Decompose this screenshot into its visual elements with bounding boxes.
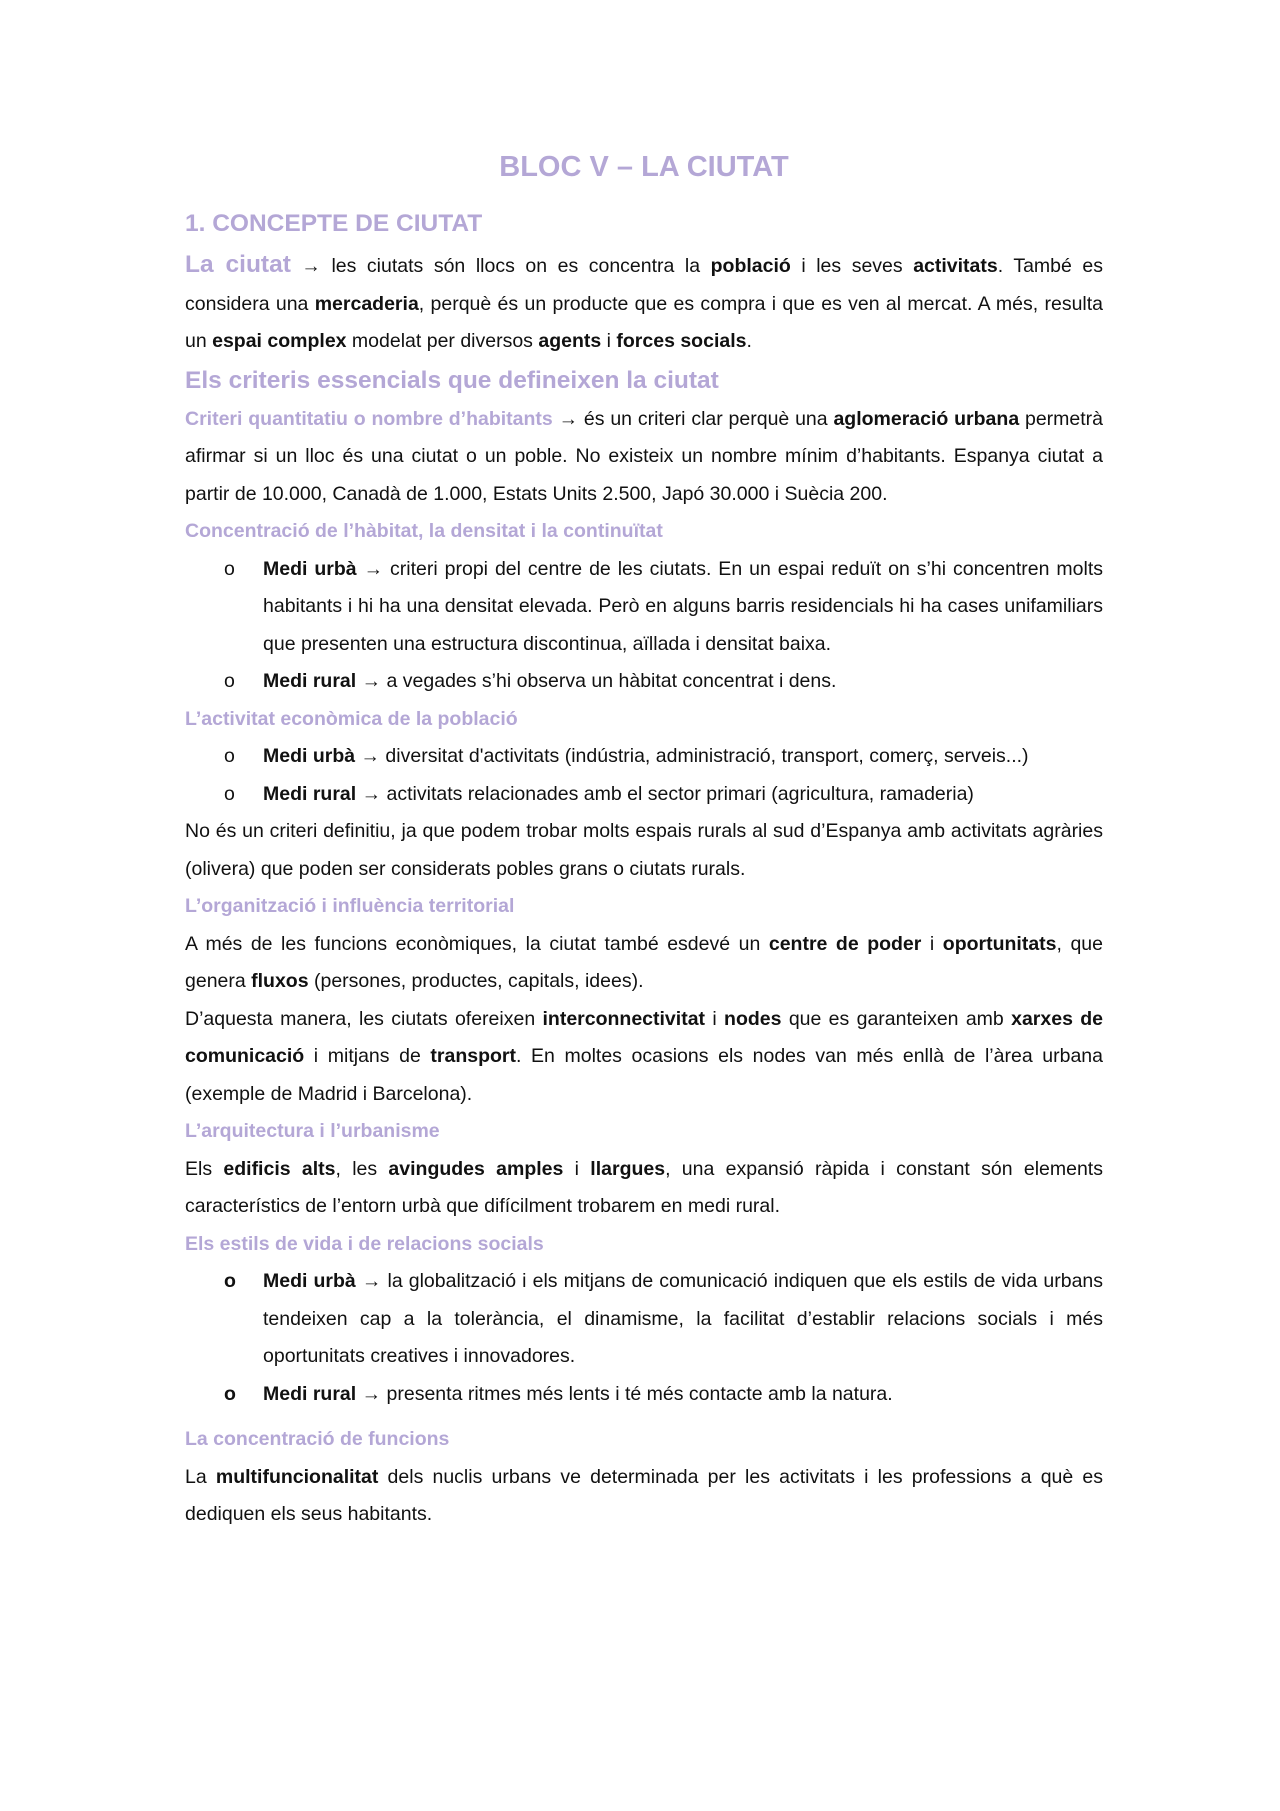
subheading-funcions: La concentració de funcions: [185, 1428, 450, 1450]
section-heading-concepte: 1. CONCEPTE DE CIUTAT: [185, 210, 483, 237]
subheading-activitat: L’activitat econòmica de la població: [185, 707, 518, 730]
paragraph-organitzacio-2: D’aquesta manera, les ciutats ofereixen interconnectivitat i nodes que es garanteixen amb xarxes de comunicació i mitjans de transport. En moltes ocasions els nodes van més enllà de l’àrea urbana (exemple de Madrid i Barcelona).: [185, 1007, 1104, 1105]
bullet-icon: o: [224, 1382, 236, 1405]
paragraph-criteri-quantitatiu: Criteri quantitatiu o nombre d’habitants → és un criteri clar perquè una aglomeració urbana permetrà afirmar si un lloc és una ciutat o un poble. No existeix un nombre mínim d’habitants. Espanya ciutat a partir de 10.000, Canadà de 1.000, Estats Units 2.500, Japó 30.000 i Suècia 200.: [185, 407, 1104, 505]
list-item: o Medi rural → presenta ritmes més lents i té més contacte amb la natura.: [185, 1376, 1103, 1414]
paragraph-organitzacio-1: A més de les funcions econòmiques, la ciutat també esdevé un centre de poder i oportunitats, que genera fluxos (persones, productes, capitals, idees).: [185, 932, 1104, 992]
bullet-icon: o: [224, 1270, 236, 1292]
arrow-icon: →: [361, 782, 382, 805]
list-item: o Medi urbà → diversitat d'activitats (indústria, administració, transport, comerç, serveis...): [185, 738, 1103, 776]
list-item: o Medi urbà → criteri propi del centre de les ciutats. En un espai reduït on s’hi concentren molts habitants i hi ha una densitat elevada. Però en alguns barris residencials hi ha cases unifamiliars que presenten una estructura discontinua, aïllada i densitat baixa.: [185, 551, 1103, 664]
list-activitat: [185, 738, 1103, 813]
bullet-icon: o: [224, 557, 235, 580]
subheading-organitzacio: L’organització i influència territorial: [185, 895, 515, 917]
bullet-icon: o: [224, 782, 235, 805]
page-title: BLOC V – LA CIUTAT: [499, 151, 789, 183]
arrow-icon: →: [361, 1270, 382, 1292]
paragraph-arquitectura: Els edificis alts, les avingudes amples i llargues, una expansió ràpida i constant són elements característics de l’entorn urbà que difícilment trobarem en medi rural.: [185, 1157, 1103, 1217]
bullet-icon: o: [224, 745, 235, 767]
arrow-icon: →: [301, 255, 321, 277]
list-item: o Medi rural → activitats relacionades amb el sector primari (agricultura, ramaderia): [185, 776, 1103, 814]
subheading-concentracio: Concentració de l’hàbitat, la densitat i la continuïtat: [185, 520, 663, 542]
arrow-icon: →: [363, 557, 384, 580]
subheading-arquitectura: L’arquitectura i l’urbanisme: [185, 1120, 440, 1142]
list-item: o Medi urbà → la globalització i els mitjans de comunicació indiquen que els estils de vida urbans tendeixen cap a la tolerància, el dinamisme, la facilitat d’establir relacions socials i més oportunitats creatives i innovadores.: [185, 1263, 1103, 1376]
lead-criteri-quantitatiu: Criteri quantitatiu o nombre d’habitants: [185, 407, 553, 430]
arrow-icon: →: [360, 745, 381, 767]
list-item: o Medi rural → a vegades s’hi observa un hàbitat concentrat i dens.: [185, 663, 1103, 701]
list-concentracio: [185, 551, 1103, 701]
section-heading-criteris: Els criteris essencials que defineixen la ciutat: [185, 366, 719, 394]
arrow-icon: →: [558, 407, 579, 430]
subheading-estils: Els estils de vida i de relacions socials: [185, 1232, 544, 1255]
paragraph-activitat-note: No és un criteri definitiu, ja que podem trobar molts espais rurals al sud d’Espanya amb activitats agràries (olivera) que poden ser considerats pobles grans o ciutats rurals.: [185, 820, 1103, 880]
bullet-icon: o: [224, 670, 235, 692]
paragraph-funcions: La multifuncionalitat dels nuclis urbans ve determinada per les activitats i les professions a què es dediquen els seus habitants.: [185, 1465, 1103, 1525]
document-body: [185, 148, 1103, 1534]
paragraph-la-ciutat: La ciutat → les ciutats són llocs on es concentra la població i les seves activitats. També es considera una mercaderia, perquè és un producte que es compra i que es ven al mercat. A més, resulta un espai complex modelat per diversos agents i forces socials.: [185, 251, 1104, 352]
arrow-icon: →: [361, 1382, 382, 1405]
lead-la-ciutat: La ciutat: [185, 251, 291, 278]
list-estils: [185, 1263, 1103, 1413]
arrow-icon: →: [361, 670, 382, 692]
